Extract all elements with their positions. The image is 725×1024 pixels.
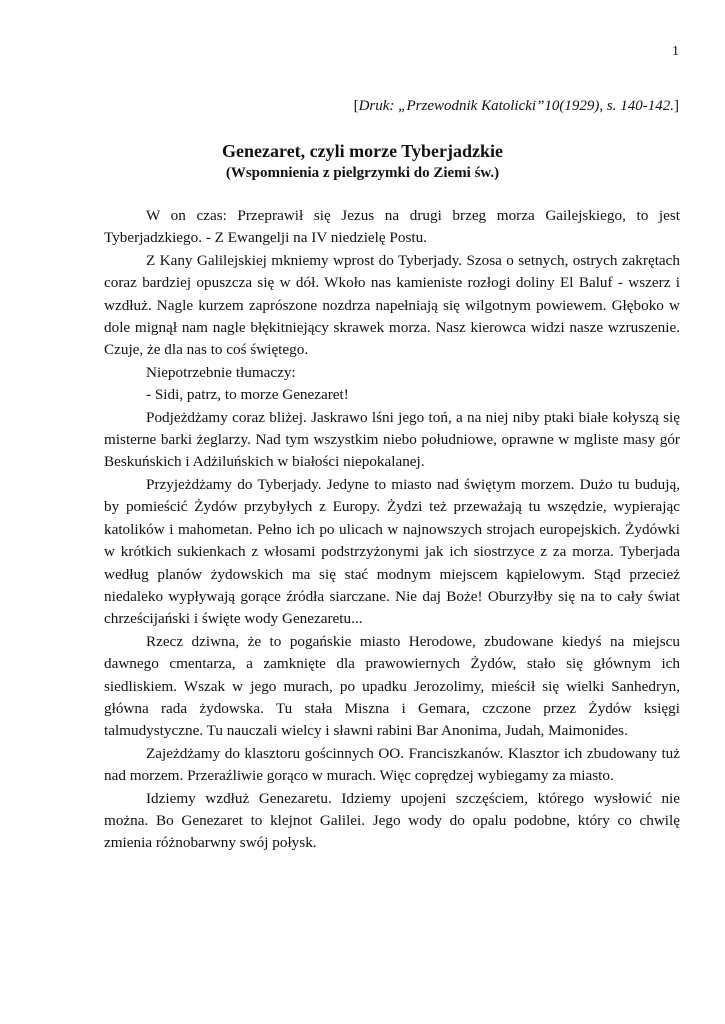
paragraph: Podjeżdżamy coraz bliżej. Jaskrawo lśni jego toń, a na niej niby ptaki białe kołyszą się misterne barki żeglarzy. Nad tym wszystkim niebo południowe, oprawne w mgliste masy gór Beskuńskich i Adżiluńskich w białości niepokalanej. [104,408,680,471]
paragraph: Idziemy wzdłuż Genezaretu. Idziemy upojeni szczęściem, którego wysłowić nie można. Bo Genezaret to klejnot Galilei. Jego wody do opalu podobne, który co chwilę zmienia różnobarwny swój połysk. [104,789,680,852]
page-number: 1 [672,44,679,59]
paragraph: W on czas: Przeprawił się Jezus na drugi brzeg morza Gailejskiego, to jest Tyberjadzkiego. - Z Ewangelji na IV niedzielę Postu. [104,207,680,247]
article-subtitle: (Wspomnienia z pielgrzymki do Ziemi św.) [225,165,500,181]
paragraph: Rzecz dziwna, że to pogańskie miasto Herodowe, zbudowane kiedyś na miejscu dawnego cmentarza, a zamknięte dla prawowiernych Żydów, stało się głównym ich siedliskiem. Wszak w jego murach, po upadku Jerozolimy, mieścił się wielki Sanhedryn, główna rada żydowska. Tu stała Miszna i Gemara, czczone przez Żydów księgi talmudystyczne. Tu nauczali wielcy i sławni rabini Bar Anonima, Judah, Maimonides. [104,632,680,740]
article-title: Genezaret, czyli morze Tyberjadzkie [222,141,503,161]
source-text: Druk: „Przewodnik Katolicki”10(1929), s. 140-142. [358,98,674,114]
paragraph: Z Kany Galilejskiej mkniemy wprost do Tyberjady. Szosa o setnych, ostrych zakrętach coraz bardziej opuszcza się w dół. Wkoło nas kamieniste rozłogi doliny El Baluf - wszerz i wzdłuż. Nagle kurzem zaprószone nozdrza napełniają się wilgotnym powiewem. Głęboko w dole mignął nam nagle błękitniejący skrawek morza. Nasz kierowca widzi nasze wzruszenie. Czuje, że dla nas to coś świętego. [104,251,680,359]
close-bracket: ] [674,98,679,114]
title-block [0,140,725,183]
open-bracket: [ [353,98,359,114]
paragraph: Przyjeżdżamy do Tyberjady. Jedyne to miasto nad świętym morzem. Dużo tu budują, by pomieścić Żydów przybyłych z Europy. Żydzi też przeważają tu wszędzie, wypierając katolików i mahometan. Pełno ich po ulicach w najnowszych strojach europejskich. Żydówki w krótkich sukienkach z włosami podstrzyżonymi jak ich siostrzyce z za morza. Tyberjada według planów żydowskich ma się stać modnym miejscem kąpielowym. Stąd przecież niedaleko wypływają gorące źródła siarczane. Nie daj Boże! Oburzyłby się na to cały świat chrześcijański i święte wody Genezaretu... [104,475,680,628]
source-citation [354,98,679,115]
article-body [104,205,680,855]
paragraph: Niepotrzebnie tłumaczy: [146,363,296,381]
paragraph: Zajeżdżamy do klasztoru gościnnych OO. Franciszkanów. Klasztor ich zbudowany tuż nad morzem. Przeraźliwie gorąco w murach. Więc coprędzej wybiegamy za miasto. [104,744,680,785]
paragraph: - Sidi, patrz, to morze Genezaret! [146,386,349,404]
